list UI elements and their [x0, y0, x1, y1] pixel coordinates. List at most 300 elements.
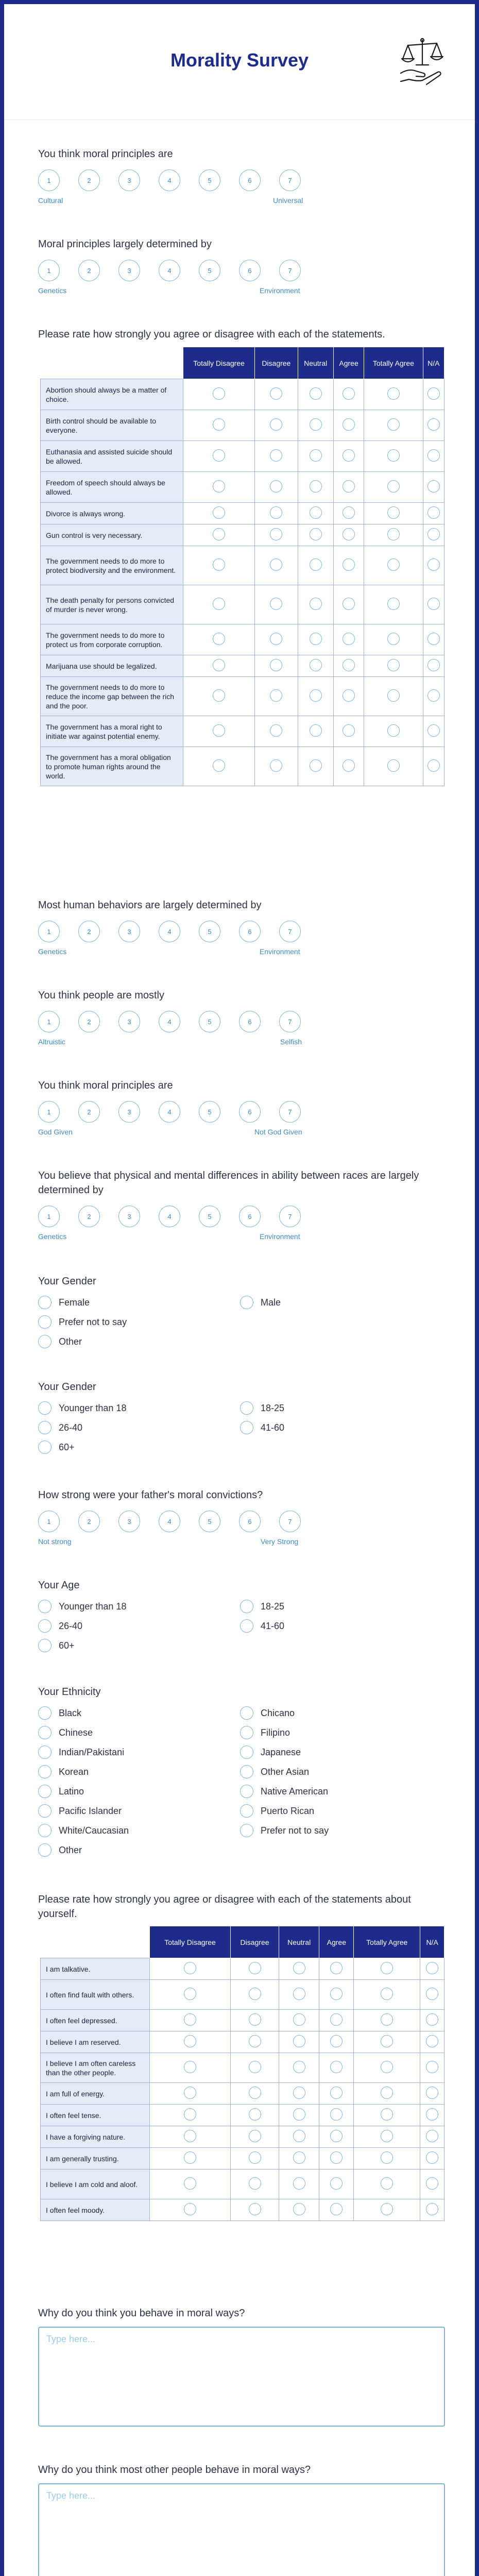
matrix-radio[interactable] [213, 418, 225, 431]
matrix-radio[interactable] [270, 387, 282, 400]
radio-circle[interactable] [240, 1401, 253, 1415]
question-label: How strong were your father's moral convictions? [38, 1489, 263, 1501]
matrix-radio[interactable] [387, 598, 400, 610]
matrix-radio[interactable] [343, 659, 355, 671]
matrix-radio[interactable] [249, 2130, 261, 2142]
matrix-radio[interactable] [387, 659, 400, 671]
matrix-radio[interactable] [387, 480, 400, 493]
matrix-radio[interactable] [343, 387, 355, 400]
matrix-radio[interactable] [310, 418, 322, 431]
matrix-radio[interactable] [427, 724, 440, 737]
matrix-cell [333, 441, 364, 472]
radio-option[interactable] [38, 1440, 75, 1454]
radio-option[interactable] [240, 1804, 314, 1818]
scale-option-3[interactable]: 3 [118, 1011, 140, 1032]
matrix-radio[interactable] [310, 598, 322, 610]
matrix-radio[interactable] [184, 2013, 196, 2026]
radio-option[interactable] [240, 1824, 329, 1837]
scale-option-7[interactable]: 7 [279, 260, 301, 281]
matrix-radio[interactable] [427, 528, 440, 540]
matrix-radio[interactable] [310, 528, 322, 540]
radio-circle[interactable] [38, 1639, 52, 1652]
matrix-radio[interactable] [310, 387, 322, 400]
matrix-row [41, 524, 444, 546]
scale-option-4[interactable]: 4 [159, 1511, 180, 1532]
matrix-radio[interactable] [310, 506, 322, 519]
radio-option[interactable] [38, 1401, 126, 1415]
matrix-radio[interactable] [184, 2061, 196, 2073]
radio-circle[interactable] [38, 1745, 52, 1759]
matrix-radio[interactable] [427, 480, 440, 493]
matrix-radio[interactable] [270, 480, 282, 493]
matrix-radio[interactable] [381, 2087, 393, 2099]
radio-circle[interactable] [240, 1600, 253, 1613]
scale-option-7[interactable]: 7 [279, 1206, 301, 1227]
radio-option[interactable] [240, 1296, 281, 1309]
matrix-cell [333, 624, 364, 655]
matrix-radio[interactable] [426, 2013, 438, 2026]
radio-option[interactable] [240, 1619, 284, 1633]
matrix-radio[interactable] [381, 2151, 393, 2164]
matrix-cell [423, 716, 444, 747]
radio-option[interactable] [38, 1421, 82, 1434]
scale-option-5[interactable]: 5 [199, 1011, 220, 1032]
scale-option-1[interactable]: 1 [38, 1101, 60, 1123]
matrix-row [41, 624, 444, 655]
radio-circle[interactable] [38, 1600, 52, 1613]
radio-circle[interactable] [240, 1785, 253, 1798]
matrix-radio[interactable] [387, 724, 400, 737]
matrix-radio[interactable] [310, 449, 322, 462]
scale-option-1[interactable]: 1 [38, 1206, 60, 1227]
scale-option-2[interactable]: 2 [78, 170, 100, 191]
matrix-radio[interactable] [184, 1988, 196, 2000]
matrix-radio[interactable] [213, 528, 225, 540]
matrix-radio[interactable] [330, 1962, 343, 1974]
radio-option[interactable] [38, 1296, 90, 1309]
matrix-radio[interactable] [184, 2035, 196, 2047]
radio-option[interactable] [38, 1843, 82, 1857]
matrix-cell [319, 2105, 354, 2126]
opinion-scale [38, 1197, 445, 1247]
matrix-radio[interactable] [270, 759, 282, 772]
matrix-radio[interactable] [310, 759, 322, 772]
radio-label: 41-60 [261, 1422, 285, 1433]
matrix-radio[interactable] [426, 1962, 438, 1974]
matrix-radio[interactable] [427, 449, 440, 462]
matrix-row [41, 546, 444, 585]
radio-circle[interactable] [38, 1619, 52, 1633]
matrix-radio[interactable] [381, 2035, 393, 2047]
scale-option-3[interactable]: 3 [118, 1511, 140, 1532]
matrix-cell [364, 524, 423, 546]
matrix-radio[interactable] [381, 2108, 393, 2121]
radio-option[interactable] [38, 1726, 93, 1739]
scale-option-2[interactable]: 2 [78, 921, 100, 942]
matrix-radio[interactable] [270, 724, 282, 737]
scale-option-5[interactable]: 5 [199, 260, 220, 281]
radio-label: Japanese [261, 1747, 301, 1757]
radio-circle[interactable] [240, 1421, 253, 1434]
matrix-radio[interactable] [270, 598, 282, 610]
radio-option[interactable] [240, 1765, 309, 1778]
matrix-radio[interactable] [293, 2061, 305, 2073]
matrix-radio[interactable] [184, 2177, 196, 2190]
matrix-radio[interactable] [427, 506, 440, 519]
matrix-radio[interactable] [330, 2061, 343, 2073]
matrix-radio[interactable] [427, 418, 440, 431]
matrix-cell [231, 2053, 279, 2083]
matrix-radio[interactable] [213, 598, 225, 610]
matrix-radio[interactable] [427, 659, 440, 671]
radio-option[interactable] [38, 1706, 81, 1720]
radio-circle[interactable] [38, 1765, 52, 1778]
matrix-radio[interactable] [270, 659, 282, 671]
matrix-radio[interactable] [249, 2151, 261, 2164]
matrix-header-row [41, 1926, 444, 1958]
scale-option-5[interactable]: 5 [199, 921, 220, 942]
matrix-cell [420, 2083, 444, 2105]
scale-option-6[interactable]: 6 [239, 1511, 261, 1532]
opinion-scale [38, 251, 445, 301]
scale-option-2[interactable]: 2 [78, 1206, 100, 1227]
radio-option[interactable] [38, 1619, 82, 1633]
matrix-radio[interactable] [184, 2151, 196, 2164]
radio-circle[interactable] [240, 1296, 253, 1309]
matrix-radio[interactable] [330, 2087, 343, 2099]
scale-option-2[interactable]: 2 [78, 260, 100, 281]
matrix-radio[interactable] [343, 633, 355, 645]
matrix-radio[interactable] [330, 1988, 343, 2000]
scale-option-6[interactable]: 6 [239, 260, 261, 281]
matrix-cell [150, 2031, 231, 2053]
matrix-radio[interactable] [249, 1988, 261, 2000]
matrix-cell [364, 716, 423, 747]
matrix-radio[interactable] [427, 689, 440, 702]
scale-option-7[interactable]: 7 [279, 1011, 301, 1032]
matrix-radio[interactable] [249, 2177, 261, 2190]
matrix-radio[interactable] [270, 689, 282, 702]
scale-option-7[interactable]: 7 [279, 921, 301, 942]
scale-option-4[interactable]: 4 [159, 1101, 180, 1123]
matrix-radio[interactable] [293, 2013, 305, 2026]
scale-option-3[interactable]: 3 [118, 170, 140, 191]
matrix-radio[interactable] [213, 659, 225, 671]
matrix-cell [279, 2105, 319, 2126]
scale-option-3[interactable]: 3 [118, 1101, 140, 1123]
matrix-radio[interactable] [184, 2203, 196, 2215]
matrix-radio[interactable] [213, 633, 225, 645]
matrix-radio[interactable] [343, 506, 355, 519]
matrix-radio[interactable] [387, 759, 400, 772]
matrix-radio[interactable] [387, 558, 400, 571]
radio-circle[interactable] [240, 1726, 253, 1739]
matrix-radio[interactable] [343, 598, 355, 610]
matrix-cell [183, 441, 255, 472]
matrix-radio[interactable] [310, 480, 322, 493]
matrix-radio[interactable] [330, 2035, 343, 2047]
matrix-cell [279, 2126, 319, 2148]
matrix-radio[interactable] [270, 633, 282, 645]
scale-option-7[interactable]: 7 [279, 1511, 301, 1532]
matrix-radio[interactable] [330, 2151, 343, 2164]
matrix-radio[interactable] [293, 2108, 305, 2121]
matrix-radio[interactable] [343, 480, 355, 493]
matrix-radio[interactable] [387, 633, 400, 645]
radio-option[interactable] [240, 1706, 295, 1720]
matrix-cell [279, 2053, 319, 2083]
matrix-radio[interactable] [330, 2130, 343, 2142]
radio-circle[interactable] [38, 1785, 52, 1798]
scale-option-2[interactable]: 2 [78, 1101, 100, 1123]
scale-option-4[interactable]: 4 [159, 921, 180, 942]
matrix-column-header: Totally Disagree [183, 347, 255, 379]
opinion-scale [38, 1003, 445, 1052]
scale-option-3[interactable]: 3 [118, 260, 140, 281]
matrix-radio[interactable] [293, 2087, 305, 2099]
matrix-radio[interactable] [426, 2061, 438, 2073]
radio-circle[interactable] [240, 1619, 253, 1633]
matrix-radio[interactable] [343, 558, 355, 571]
matrix-column-header: Totally Disagree [150, 1926, 231, 1958]
scale-option-6[interactable]: 6 [239, 1206, 261, 1227]
matrix-radio[interactable] [343, 759, 355, 772]
scale-option-1[interactable]: 1 [38, 170, 60, 191]
matrix-radio[interactable] [293, 2203, 305, 2215]
matrix-radio[interactable] [213, 449, 225, 462]
scale-option-2[interactable]: 2 [78, 1011, 100, 1032]
radio-option[interactable] [38, 1600, 126, 1613]
matrix-radio[interactable] [249, 2013, 261, 2026]
scale-option-6[interactable]: 6 [239, 170, 261, 191]
radio-label: Other Asian [261, 1766, 310, 1777]
matrix-radio[interactable] [310, 724, 322, 737]
matrix-radio[interactable] [184, 1962, 196, 1974]
matrix-radio[interactable] [330, 2013, 343, 2026]
matrix-radio[interactable] [427, 558, 440, 571]
radio-option[interactable] [240, 1726, 290, 1739]
matrix-radio[interactable] [387, 449, 400, 462]
matrix-radio[interactable] [426, 2203, 438, 2215]
matrix-radio[interactable] [330, 2108, 343, 2121]
scale-option-5[interactable]: 5 [199, 1511, 220, 1532]
scale-option-4[interactable]: 4 [159, 1011, 180, 1032]
matrix-cell [423, 524, 444, 546]
scale-option-4[interactable]: 4 [159, 170, 180, 191]
matrix-radio[interactable] [270, 449, 282, 462]
radio-option[interactable] [38, 1765, 89, 1778]
matrix-radio[interactable] [387, 418, 400, 431]
scale-right-label: Environment [260, 286, 300, 295]
matrix-radio[interactable] [427, 759, 440, 772]
matrix-radio[interactable] [184, 2108, 196, 2121]
matrix-radio[interactable] [381, 2203, 393, 2215]
scale-option-1[interactable]: 1 [38, 260, 60, 281]
scale-option-5[interactable]: 5 [199, 1101, 220, 1123]
matrix-radio[interactable] [426, 2130, 438, 2142]
matrix-radio[interactable] [343, 528, 355, 540]
radio-circle[interactable] [38, 1726, 52, 1739]
matrix-radio[interactable] [387, 506, 400, 519]
scale-option-7[interactable]: 7 [279, 170, 301, 191]
radio-option[interactable] [38, 1335, 82, 1348]
matrix-radio[interactable] [427, 598, 440, 610]
radio-option[interactable] [240, 1421, 284, 1434]
radio-circle[interactable] [240, 1804, 253, 1818]
matrix-cell [150, 2126, 231, 2148]
scale-option-6[interactable]: 6 [239, 1011, 261, 1032]
matrix-radio[interactable] [387, 528, 400, 540]
matrix-row [41, 441, 444, 472]
matrix-radio[interactable] [249, 2087, 261, 2099]
matrix-radio[interactable] [330, 2203, 343, 2215]
radio-option[interactable] [38, 1804, 122, 1818]
matrix-radio[interactable] [213, 689, 225, 702]
matrix-radio[interactable] [426, 2108, 438, 2121]
scale-option-7[interactable]: 7 [279, 1101, 301, 1123]
scale-option-4[interactable]: 4 [159, 260, 180, 281]
matrix-radio[interactable] [343, 418, 355, 431]
scale-option-5[interactable]: 5 [199, 1206, 220, 1227]
matrix-radio[interactable] [310, 633, 322, 645]
matrix-cell [150, 2170, 231, 2199]
radio-option[interactable] [38, 1745, 124, 1759]
scale-option-6[interactable]: 6 [239, 921, 261, 942]
radio-circle[interactable] [240, 1745, 253, 1759]
radio-option[interactable] [38, 1785, 84, 1798]
radio-circle[interactable] [38, 1335, 52, 1348]
matrix-radio[interactable] [249, 2203, 261, 2215]
scale-option-1[interactable]: 1 [38, 1011, 60, 1032]
matrix-radio[interactable] [270, 418, 282, 431]
radio-circle[interactable] [38, 1804, 52, 1818]
radio-option[interactable] [38, 1824, 129, 1837]
opinion-scale [38, 1502, 445, 1552]
question-human-behaviors-determined [38, 898, 445, 962]
matrix-radio[interactable] [426, 1988, 438, 2000]
matrix-statement: I have a forgiving nature. [41, 2126, 150, 2148]
form-header [4, 4, 475, 120]
answer-textarea[interactable] [38, 2483, 445, 2576]
radio-circle[interactable] [240, 1706, 253, 1720]
matrix-cell [298, 546, 333, 585]
matrix-radio[interactable] [270, 528, 282, 540]
matrix-radio[interactable] [293, 1962, 305, 1974]
radio-circle[interactable] [38, 1440, 52, 1454]
answer-textarea[interactable] [38, 2327, 445, 2427]
matrix-radio[interactable] [381, 1962, 393, 1974]
matrix-radio[interactable] [343, 449, 355, 462]
matrix-cell [333, 747, 364, 786]
matrix-radio[interactable] [426, 2151, 438, 2164]
matrix-radio[interactable] [213, 387, 225, 400]
matrix-cell [354, 2083, 420, 2105]
radio-option[interactable] [38, 1639, 75, 1652]
matrix-radio[interactable] [249, 1962, 261, 1974]
radio-option[interactable] [240, 1600, 284, 1613]
radio-circle[interactable] [240, 1765, 253, 1778]
radio-option[interactable] [240, 1745, 301, 1759]
scale-option-3[interactable]: 3 [118, 921, 140, 942]
matrix-statement: I am generally trusting. [41, 2148, 150, 2170]
matrix-radio[interactable] [426, 2087, 438, 2099]
matrix-radio[interactable] [381, 2013, 393, 2026]
question-label: Why do you think you behave in moral ways? [38, 2308, 245, 2319]
radio-circle[interactable] [38, 1706, 52, 1720]
matrix-radio[interactable] [387, 689, 400, 702]
scale-option-1[interactable]: 1 [38, 921, 60, 942]
matrix-radio[interactable] [387, 387, 400, 400]
scale-option-6[interactable]: 6 [239, 1101, 261, 1123]
matrix-radio[interactable] [213, 558, 225, 571]
matrix-radio[interactable] [426, 2035, 438, 2047]
radio-circle[interactable] [38, 1824, 52, 1837]
radio-circle[interactable] [38, 1401, 52, 1415]
radio-circle[interactable] [38, 1296, 52, 1309]
matrix-cell [354, 2126, 420, 2148]
matrix-radio[interactable] [330, 2177, 343, 2190]
matrix-radio[interactable] [249, 2061, 261, 2073]
scale-option-5[interactable]: 5 [199, 170, 220, 191]
radio-circle[interactable] [38, 1421, 52, 1434]
matrix-radio[interactable] [213, 480, 225, 493]
radio-circle[interactable] [38, 1315, 52, 1329]
scale-option-4[interactable]: 4 [159, 1206, 180, 1227]
scale-option-1[interactable]: 1 [38, 1511, 60, 1532]
matrix-radio[interactable] [427, 387, 440, 400]
scale-option-3[interactable]: 3 [118, 1206, 140, 1227]
matrix-radio[interactable] [213, 759, 225, 772]
matrix-radio[interactable] [343, 689, 355, 702]
matrix-radio[interactable] [249, 2035, 261, 2047]
question-label: Most human behaviors are largely determined by [38, 900, 262, 911]
radio-option[interactable] [240, 1785, 328, 1798]
matrix-radio[interactable] [213, 506, 225, 519]
matrix-radio[interactable] [381, 2177, 393, 2190]
matrix-radio[interactable] [381, 2061, 393, 2073]
matrix-cell [333, 655, 364, 677]
matrix-radio[interactable] [249, 2108, 261, 2121]
matrix-radio[interactable] [184, 2087, 196, 2099]
matrix-radio[interactable] [293, 1988, 305, 2000]
matrix-radio[interactable] [310, 659, 322, 671]
radio-circle[interactable] [38, 1843, 52, 1857]
matrix-radio[interactable] [381, 2130, 393, 2142]
matrix-radio[interactable] [270, 506, 282, 519]
matrix-radio[interactable] [310, 558, 322, 571]
matrix-radio[interactable] [213, 724, 225, 737]
matrix-radio[interactable] [381, 1988, 393, 2000]
scale-option-2[interactable]: 2 [78, 1511, 100, 1532]
matrix-radio[interactable] [310, 689, 322, 702]
matrix-radio[interactable] [427, 633, 440, 645]
matrix-radio[interactable] [293, 2177, 305, 2190]
matrix-radio[interactable] [426, 2177, 438, 2190]
matrix-cell [333, 677, 364, 716]
matrix-radio[interactable] [184, 2130, 196, 2142]
matrix-cell [420, 2199, 444, 2221]
matrix-radio[interactable] [270, 558, 282, 571]
radio-circle[interactable] [240, 1824, 253, 1837]
radio-option[interactable] [240, 1401, 284, 1415]
matrix-radio[interactable] [293, 2035, 305, 2047]
question-moral-principles-god [38, 1078, 445, 1142]
matrix-radio[interactable] [343, 724, 355, 737]
matrix-cell [150, 2010, 231, 2031]
matrix-radio[interactable] [293, 2151, 305, 2164]
radio-option[interactable] [38, 1315, 127, 1329]
matrix-radio[interactable] [293, 2130, 305, 2142]
